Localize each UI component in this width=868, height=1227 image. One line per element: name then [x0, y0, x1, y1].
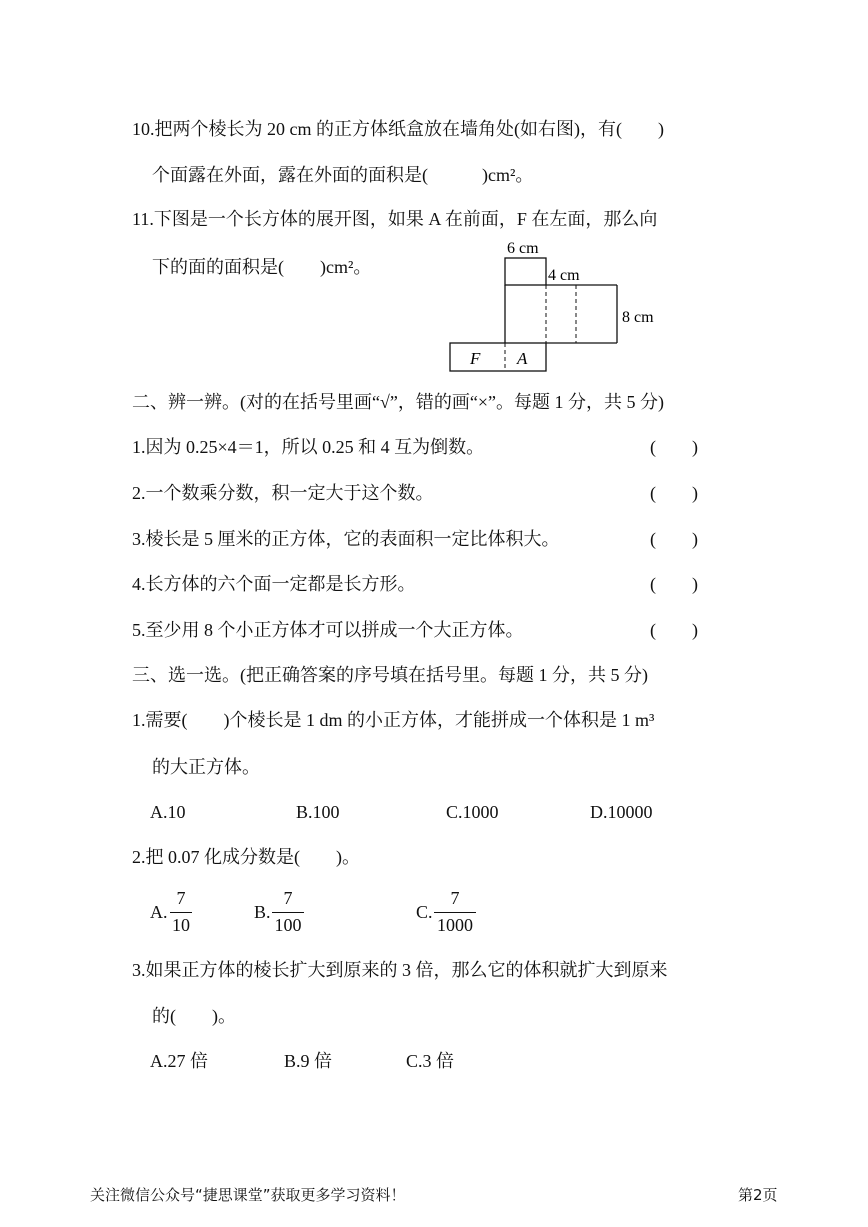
option-letter: C. — [416, 902, 433, 922]
fraction-numerator: 7 — [283, 888, 293, 908]
judge-answer-4[interactable]: ( ) — [650, 574, 698, 594]
q10-line-2: 个面露在外面，露在外面的面积是( )cm²。 — [152, 165, 534, 185]
judge-answer-3[interactable]: ( ) — [650, 529, 698, 549]
choice-q2-option-a[interactable] — [150, 887, 210, 937]
choice-q2-option-c[interactable] — [416, 887, 496, 937]
fraction-bar — [434, 912, 476, 913]
choice-q2-stem: 2.把 0.07 化成分数是( )。 — [132, 847, 360, 867]
cuboid-net-figure — [440, 234, 680, 376]
choice-q1-option-b[interactable]: B.100 — [296, 802, 340, 822]
page-number: 第2页 — [738, 1186, 778, 1204]
judge-item-5: 5.至少用 8 个小正方体才可以拼成一个大正方体。 — [132, 620, 524, 640]
choice-q3-option-a[interactable]: A.27 倍 — [150, 1051, 208, 1071]
choice-q2-option-b[interactable] — [254, 887, 324, 937]
net-label-top: 6 cm — [507, 240, 539, 257]
option-letter: B. — [254, 902, 271, 922]
choice-q3-option-b[interactable]: B.9 倍 — [284, 1051, 333, 1071]
judge-answer-1[interactable]: ( ) — [650, 437, 698, 457]
fraction-numerator: 7 — [450, 888, 460, 908]
choice-q1-option-d[interactable]: D.10000 — [590, 802, 653, 822]
net-face-a: A — [517, 349, 528, 368]
net-face-f: F — [470, 349, 481, 368]
choice-q1-line-2: 的大正方体。 — [152, 757, 260, 777]
section2-heading: 二、辨一辨。(对的在括号里画“√”，错的画“×”。每题 1 分，共 5 分) — [132, 392, 664, 412]
fraction-numerator: 7 — [176, 888, 186, 908]
judge-item-2: 2.一个数乘分数，积一定大于这个数。 — [132, 483, 434, 503]
choice-q3-line-1: 3.如果正方体的棱长扩大到原来的 3 倍，那么它的体积就扩大到原来 — [132, 960, 668, 980]
net-label-right: 8 cm — [622, 309, 654, 326]
choice-q1-option-a[interactable]: A.10 — [150, 802, 186, 822]
choice-q1-option-c[interactable]: C.1000 — [446, 802, 499, 822]
fraction-denominator: 10 — [172, 915, 190, 935]
q11-line-1: 11.下图是一个长方体的展开图，如果 A 在前面，F 在左面，那么向 — [132, 209, 658, 229]
choice-q1-line-1: 1.需要( )个棱长是 1 dm 的小正方体，才能拼成一个体积是 1 m³ — [132, 710, 655, 730]
judge-answer-2[interactable]: ( ) — [650, 483, 698, 503]
fraction-bar — [272, 912, 304, 913]
footer-promo-text: 关注微信公众号“捷思课堂”获取更多学习资料！ — [90, 1186, 406, 1204]
choice-q3-option-c[interactable]: C.3 倍 — [406, 1051, 455, 1071]
judge-answer-5[interactable]: ( ) — [650, 620, 698, 640]
fraction-denominator: 100 — [274, 915, 302, 935]
judge-item-1: 1.因为 0.25×4＝1，所以 0.25 和 4 互为倒数。 — [132, 437, 485, 457]
fraction-bar — [170, 912, 192, 913]
section3-heading: 三、选一选。(把正确答案的序号填在括号里。每题 1 分，共 5 分) — [132, 665, 648, 685]
fraction-denominator: 1000 — [437, 915, 473, 935]
option-letter: A. — [150, 902, 168, 922]
choice-q3-line-2: 的( )。 — [152, 1006, 236, 1026]
judge-item-4: 4.长方体的六个面一定都是长方形。 — [132, 574, 416, 594]
judge-item-3: 3.棱长是 5 厘米的正方体，它的表面积一定比体积大。 — [132, 529, 560, 549]
q11-line-2: 下的面的面积是( )cm²。 — [152, 257, 372, 277]
net-label-middle: 4 cm — [548, 267, 580, 284]
q10-line-1: 10.把两个棱长为 20 cm 的正方体纸盒放在墙角处(如右图)，有( ) — [132, 119, 664, 139]
